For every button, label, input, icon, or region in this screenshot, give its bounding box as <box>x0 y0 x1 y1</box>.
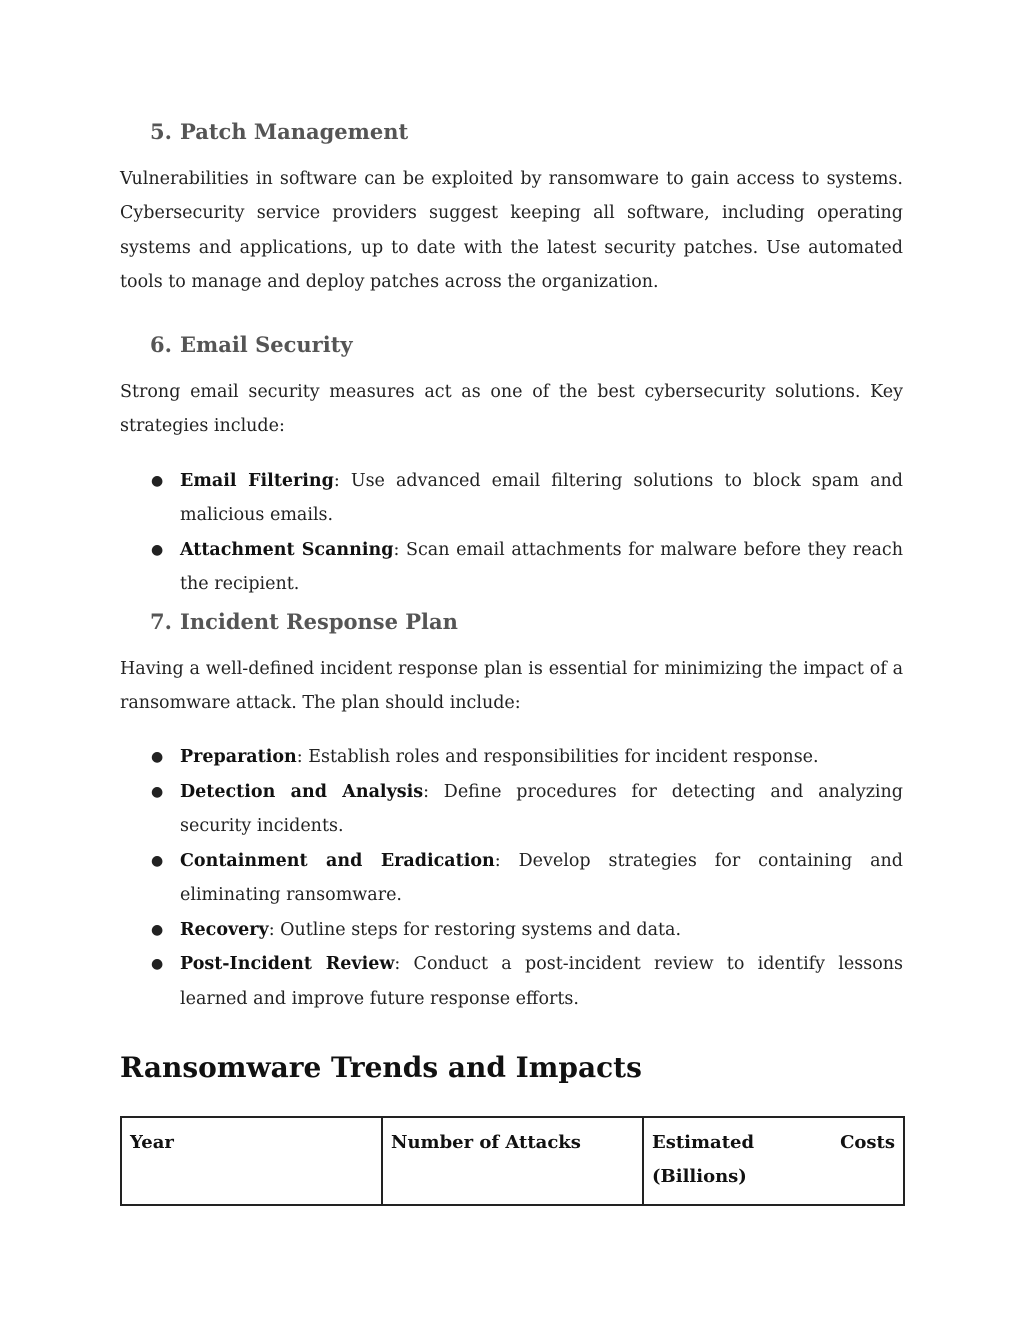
bullet-term: Preparation <box>180 747 297 768</box>
section-number: 7. <box>150 608 172 634</box>
list-item <box>151 533 903 602</box>
list-item <box>151 947 903 1016</box>
bullet-text: : Scan email attachments for malware before they reach the recipient. <box>180 539 903 595</box>
list-item <box>151 913 903 948</box>
bullet-list <box>120 740 903 1016</box>
section-paragraph: Strong email security measures act as one of the best cybersecurity solutions. Key strategies include: <box>120 382 903 437</box>
bullet-text: : Conduct a post-incident review to identify lessons learned and improve future response efforts. <box>180 954 903 1009</box>
list-item <box>151 740 903 775</box>
bullet-text: : Establish roles and responsibilities for incident response. <box>296 747 819 768</box>
bullet-icon: ● <box>151 749 164 766</box>
list-item <box>151 464 903 533</box>
bullet-icon: ● <box>151 783 164 800</box>
table-header-cell: Number of Attacks <box>382 1117 643 1205</box>
page-content <box>120 112 903 1206</box>
bullet-icon: ● <box>151 541 164 558</box>
bullet-term: Attachment Scanning <box>180 539 394 560</box>
bullet-term: Post-Incident Review <box>180 954 395 975</box>
section-title: Email Security <box>180 332 353 358</box>
section-heading <box>150 325 903 365</box>
section-email-security <box>120 325 903 602</box>
section-patch-management <box>120 112 903 299</box>
bullet-icon: ● <box>151 852 164 869</box>
section-title: Incident Response Plan <box>180 608 458 634</box>
table-header-row <box>121 1117 904 1205</box>
list-item <box>151 844 904 913</box>
bullet-term: Containment and Eradication <box>180 850 495 871</box>
bullet-icon: ● <box>151 921 164 938</box>
bullet-text: : Outline steps for restoring systems and data. <box>268 919 682 940</box>
table-header-cell: Estimated Costs (Billions) <box>643 1117 904 1205</box>
list-item <box>151 775 903 844</box>
bullet-text: : Use advanced email filtering solutions to block spam and malicious emails. <box>180 470 903 526</box>
section-number: 5. <box>150 119 172 144</box>
bullet-icon: ● <box>151 472 164 489</box>
bullet-list <box>120 464 903 602</box>
bullet-text: : Develop strategies for containing and eliminating ransomware. <box>180 850 904 906</box>
section-paragraph: Having a well-defined incident response plan is essential for minimizing the impact of a ransomware attack. The plan should include: <box>120 658 903 714</box>
bullet-text: : Define procedures for detecting and analyzing security incidents. <box>180 781 903 837</box>
section-number: 6. <box>150 332 172 358</box>
section-paragraph: Vulnerabilities in software can be exploited by ransomware to gain access to systems. Cybersecurity service providers suggest keeping all software, including operating systems and applications, up to date with the latest security patches. Use automated tools to manage and deploy patches across the organization. <box>120 169 903 292</box>
section-heading <box>150 602 903 642</box>
table-header-cell: Year <box>121 1117 382 1205</box>
section-title: Patch Management <box>180 119 409 144</box>
section-heading <box>150 112 903 152</box>
bullet-term: Detection and Analysis <box>180 781 424 802</box>
bullet-term: Email Filtering <box>180 470 334 491</box>
section-incident-response <box>120 602 903 1017</box>
bullet-icon: ● <box>151 956 164 973</box>
trends-heading: Ransomware Trends and Impacts <box>120 1051 642 1085</box>
bullet-term: Recovery <box>180 919 269 940</box>
trends-table <box>120 1116 905 1206</box>
